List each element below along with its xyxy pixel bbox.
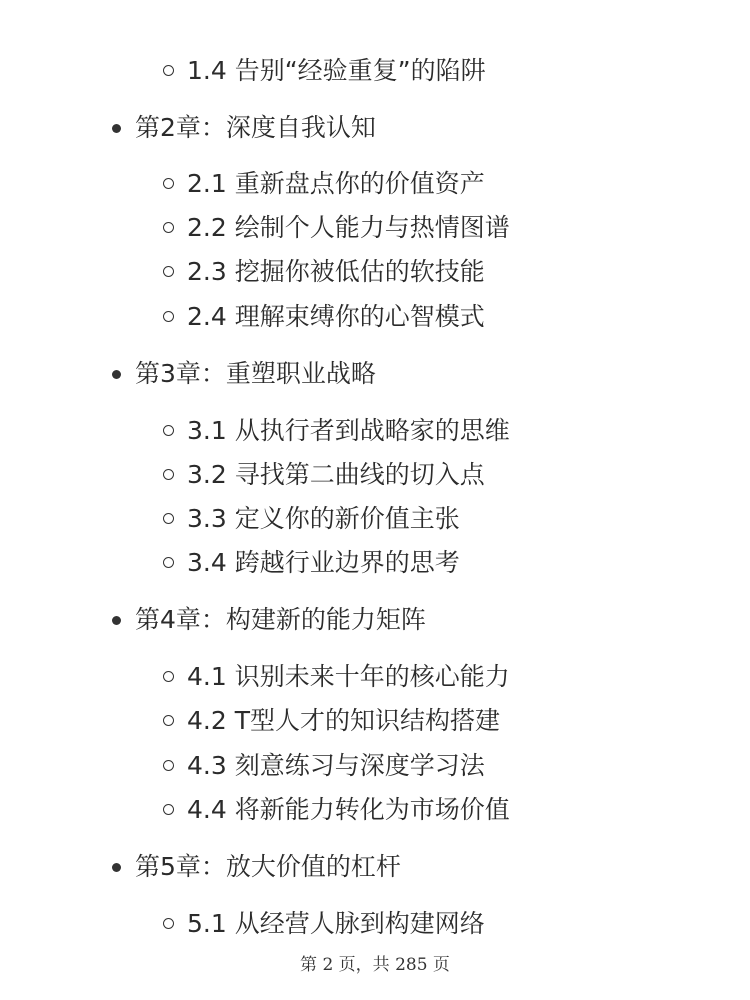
toc-section-label: 4.3 刻意练习与深度学习法 <box>187 751 485 780</box>
toc-section-label: 1.4 告别“经验重复”的陷阱 <box>187 56 486 85</box>
toc-section-label: 3.1 从执行者到战略家的思维 <box>187 416 510 445</box>
hollow-bullet-icon <box>163 671 174 682</box>
filled-bullet-icon <box>112 863 121 872</box>
toc-chapter-label: 第4章：构建新的能力矩阵 <box>135 605 426 634</box>
hollow-bullet-icon <box>163 760 174 771</box>
hollow-bullet-icon <box>163 918 174 929</box>
toc-section-label: 2.4 理解束缚你的心智模式 <box>187 302 485 331</box>
hollow-bullet-icon <box>163 222 174 233</box>
hollow-bullet-icon <box>163 557 174 568</box>
hollow-bullet-icon <box>163 425 174 436</box>
toc-section-label: 4.4 将新能力转化为市场价值 <box>187 795 510 824</box>
toc-section-label: 3.4 跨越行业边界的思考 <box>187 548 460 577</box>
toc-chapter-label: 第3章：重塑职业战略 <box>135 359 376 388</box>
toc-section-label: 4.2 T型人才的知识结构搭建 <box>187 706 500 735</box>
toc-section-label: 5.1 从经营人脉到构建网络 <box>187 909 485 938</box>
hollow-bullet-icon <box>163 715 174 726</box>
toc-section-label: 2.1 重新盘点你的价值资产 <box>187 169 485 198</box>
toc-section-label: 2.2 绘制个人能力与热情图谱 <box>187 213 510 242</box>
toc-section-label: 3.3 定义你的新价值主张 <box>187 504 460 533</box>
filled-bullet-icon <box>112 124 121 133</box>
filled-bullet-icon <box>112 370 121 379</box>
filled-bullet-icon <box>112 616 121 625</box>
toc-section-label: 2.3 挖掘你被低估的软技能 <box>187 257 485 286</box>
hollow-bullet-icon <box>163 178 174 189</box>
hollow-bullet-icon <box>163 513 174 524</box>
toc-chapter-label: 第2章：深度自我认知 <box>135 113 376 142</box>
hollow-bullet-icon <box>163 65 174 76</box>
hollow-bullet-icon <box>163 266 174 277</box>
toc-chapter-label: 第5章：放大价值的杠杆 <box>135 852 401 881</box>
hollow-bullet-icon <box>163 469 174 480</box>
toc-section-label: 3.2 寻找第二曲线的切入点 <box>187 460 485 489</box>
hollow-bullet-icon <box>163 804 174 815</box>
page-footer: 第 2 页，共 285 页 <box>300 955 450 975</box>
toc-section-label: 4.1 识别未来十年的核心能力 <box>187 662 510 691</box>
hollow-bullet-icon <box>163 311 174 322</box>
